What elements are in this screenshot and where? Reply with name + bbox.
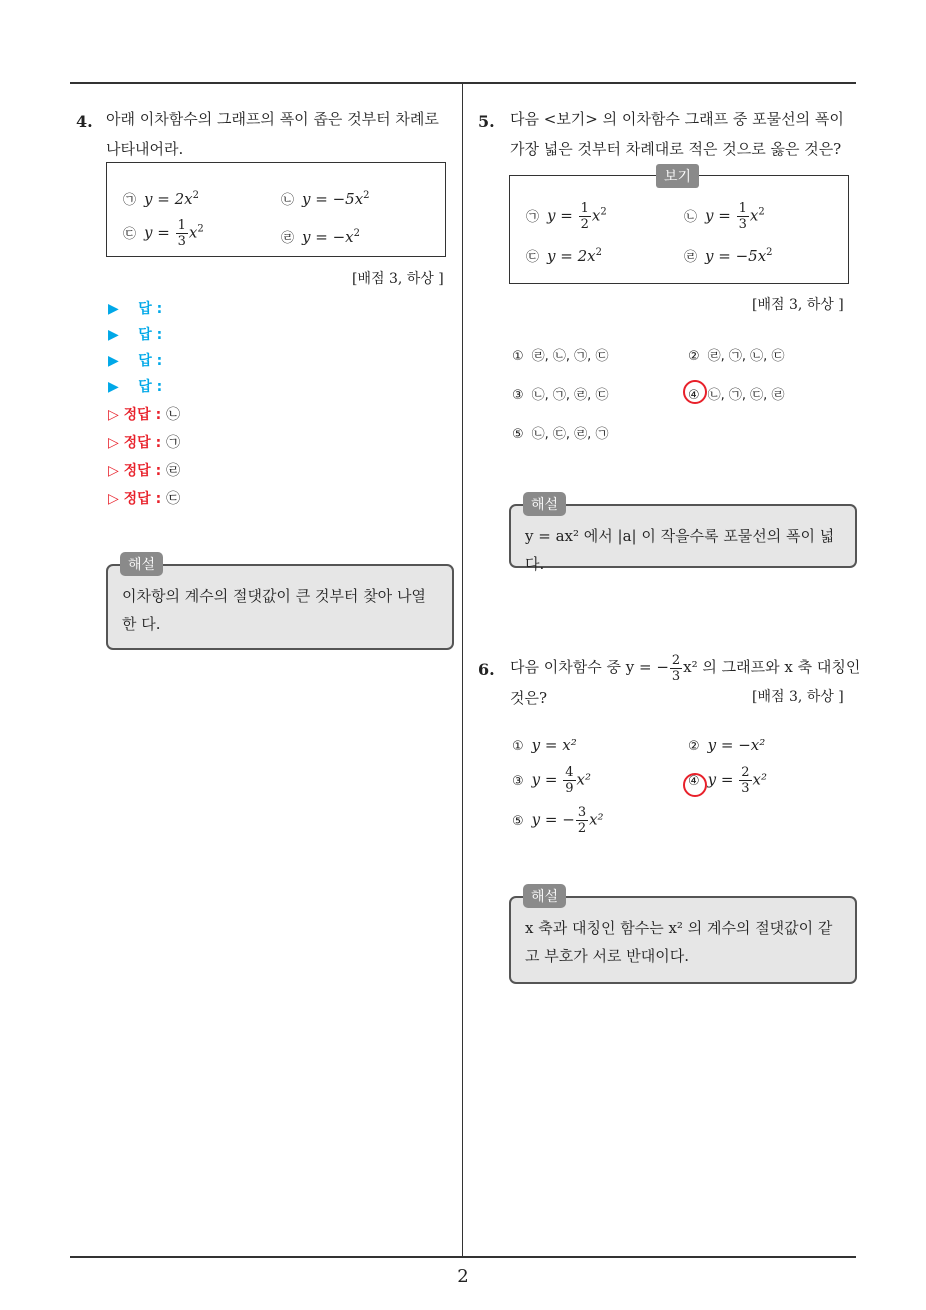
q5-bogi-box [509,175,849,284]
q5-explanation-box [509,497,857,573]
q4-number: 4. [76,112,93,131]
q4-score: [배점 3, 하상 ] [352,271,444,287]
q5-explanation-tag: 해설 [523,492,566,516]
q4-correct-answer-4: ▷ 정답 : ㉢ [108,491,181,507]
q5-score: [배점 3, 하상 ] [752,297,844,313]
q4-correct-answer-2: ▷ 정답 : ㉠ [108,435,181,451]
q4-correct-answer-3: ▷ 정답 : ㉣ [108,463,181,479]
q6-score: [배점 3, 하상 ] [752,689,844,705]
q6-choice-2[interactable]: ② y = −x² [688,736,766,754]
q6-selected-marker [683,773,707,797]
q4-answer-blank-4[interactable]: ▶ 답 : [108,379,163,395]
q4-option-2: ㉡ $y = -5x^2$ [281,190,370,208]
q5-explanation-text: y = ax² 에서 |a| 이 작을수록 포물선의 폭이 넓다. [525,527,835,573]
q4-options-box [106,162,446,257]
top-rule [70,82,856,84]
q5-option-4: ㉣ $y = -5x^2$ [684,247,773,265]
q4-explanation-tag: 해설 [120,552,163,576]
q5-selected-marker [683,380,707,404]
q5-number: 5. [478,112,495,131]
q4-option-3: ㉢ y = $\frac{1}{3}$ $x^2$ [123,218,204,249]
q5-choice-3[interactable]: ③ ㉡, ㉠, ㉣, ㉢ [512,388,609,403]
q5-option-1: ㉠ y = $\frac{1}{2}$ $x^2$ [526,201,607,232]
q6-text: 다음 이차함수 중 y = − $\frac{2}{3}$ x² 의 그래프와 x 축 대칭인 것은? [510,652,861,707]
q4-option-4: ㉣ $y = -x^2$ [281,228,360,246]
q5-text: 다음 <보기> 의 이차함수 그래프 중 포물선의 폭이 가장 넓은 것부터 차례대로 적은 것으로 옳은 것은? [510,110,844,158]
q4-option-1: ㉠ $y = 2x^2$ [123,190,199,208]
q6-choice-4[interactable]: ④ y = $\frac{2}{3}$ x² [688,765,768,796]
q5-choice-5[interactable]: ⑤ ㉡, ㉢, ㉣, ㉠ [512,427,609,442]
column-divider [462,84,463,1256]
q6-explanation-text: x 축과 대칭인 함수는 x² 의 계수의 절댓값이 같고 부호가 서로 반대이다. [525,919,833,965]
q6-choice-1[interactable]: ① y = x² [512,736,577,754]
q5-choice-1[interactable]: ① ㉣, ㉡, ㉠, ㉢ [512,349,609,364]
q5-choice-2[interactable]: ② ㉣, ㉠, ㉡, ㉢ [688,349,785,364]
q5-option-3: ㉢ $y = 2x^2$ [526,247,602,265]
q4-answer-blank-2[interactable]: ▶ 답 : [108,327,163,343]
q5-bogi-tag: 보기 [656,164,699,188]
q4-explanation-box [106,557,454,650]
page-number: 2 [457,1266,469,1287]
q6-choice-5[interactable]: ⑤ y = − $\frac{3}{2}$ x² [512,805,604,836]
q5-option-2: ㉡ y = $\frac{1}{3}$ $x^2$ [684,201,765,232]
q6-explanation-tag: 해설 [523,884,566,908]
q6-explanation-box [509,889,857,984]
q4-text: 아래 이차함수의 그래프의 폭이 좁은 것부터 차례로 나타내어라. [106,110,439,158]
q6-choice-3[interactable]: ③ y = $\frac{4}{9}$ x² [512,765,592,796]
q4-correct-answer-1: ▷ 정답 : ㉡ [108,407,181,423]
q6-number: 6. [478,660,495,679]
q5-choice-4[interactable]: ④ ㉡, ㉠, ㉢, ㉣ [688,388,785,403]
q4-explanation-text: 이차항의 계수의 절댓값이 큰 것부터 찾아 나열한 다. [122,587,426,633]
q4-answer-blank-1[interactable]: ▶ 답 : [108,301,163,317]
q4-answer-blank-3[interactable]: ▶ 답 : [108,353,163,369]
bottom-rule [70,1256,856,1258]
